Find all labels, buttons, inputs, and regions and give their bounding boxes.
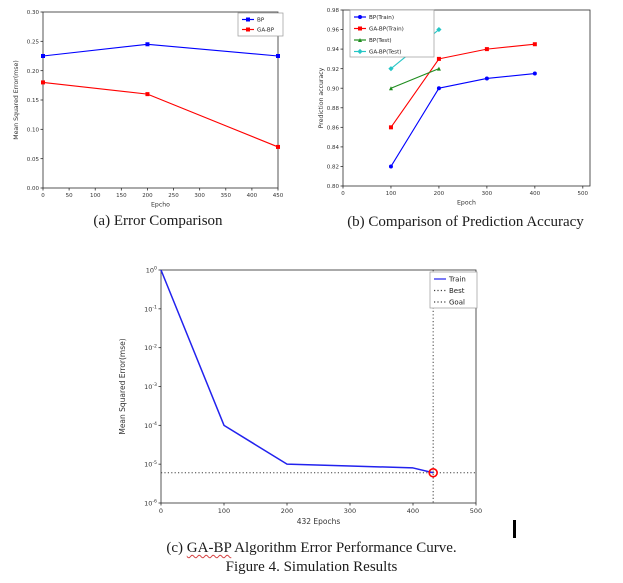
legend-label: Goal [449,298,465,307]
y-axis-label: Mean Squared Error(mse) [13,60,20,140]
data-point-marker [246,28,250,32]
error-comparison-chart[interactable] [8,0,308,212]
y-tick-label: 0.96 [326,27,339,34]
x-tick-label: 250 [168,193,179,199]
data-point-marker [485,47,489,51]
x-tick-label: 350 [220,193,232,199]
y-axis-label: Prediction accuracy [318,67,325,129]
data-point-marker [246,18,250,22]
x-axis-label: 432 Epochs [296,517,341,526]
x-tick-label: 100 [89,193,101,199]
x-tick-label: 300 [194,193,205,199]
y-tick-label: 0.84 [326,144,339,151]
y-tick-label: 0.90 [326,86,339,93]
text-cursor [513,520,516,538]
caption-a[interactable]: (a) Error Comparison [93,213,223,229]
figure-caption[interactable]: Figure 4. Simulation Results [225,559,398,575]
data-point-marker [358,27,362,31]
caption-b[interactable]: (b) Comparison of Prediction Accuracy [347,214,584,230]
y-tick-label: $10^{-4}$ [144,421,157,430]
data-point-marker [389,125,393,129]
x-axis-label: Epcho [151,201,170,209]
x-tick-label: 300 [343,507,357,515]
x-tick-label: 150 [116,193,127,199]
data-point-marker [485,76,489,80]
x-tick-label: 100 [217,507,231,515]
legend-label: GA-BP(Train) [369,26,404,33]
data-point-marker [145,42,149,46]
x-tick-label: 500 [577,191,589,197]
y-tick-label: 0.82 [326,164,339,171]
legend-label: BP(Test) [369,38,392,45]
y-tick-label: 0.30 [26,10,39,17]
legend-label: GA-BP [257,27,275,34]
data-point-marker [437,57,441,61]
x-tick-label: 500 [469,507,483,515]
x-tick-label: 0 [41,193,45,199]
y-tick-label: $10^{-2}$ [144,344,157,353]
caption-c-prefix: (c) [166,540,187,556]
prediction-accuracy-chart[interactable] [315,0,620,212]
y-tick-label: $10^{-3}$ [144,382,157,391]
x-tick-label: 400 [529,191,541,197]
caption-c-rest: Algorithm Error Performance Curve. [231,540,457,556]
y-tick-label: 0.98 [326,8,339,15]
legend-label: BP [257,17,265,24]
y-tick-label: 0.88 [326,105,339,112]
legend-label: GA-BP(Test) [369,49,402,56]
data-point-marker [533,42,537,46]
y-tick-label: 0.10 [26,127,39,134]
legend-label: BP(Train) [369,15,394,22]
legend-label: Train [449,275,466,284]
data-point-marker [358,15,362,19]
x-tick-label: 50 [65,193,73,199]
y-tick-label: 0.94 [326,47,339,54]
y-tick-label: 0.00 [26,186,39,193]
y-tick-label: 0.92 [326,66,339,73]
data-point-marker [41,54,45,58]
x-tick-label: 200 [142,193,153,199]
y-tick-label: $10^{-1}$ [144,305,157,314]
y-axis-label: Mean Squared Error(mse) [118,338,127,435]
legend-label: Best [449,287,465,296]
y-tick-label: $10^{-6}$ [144,499,157,508]
y-tick-label: 0.25 [26,39,39,46]
x-tick-label: 450 [272,193,284,199]
x-tick-label: 300 [481,191,493,197]
x-tick-label: 200 [280,507,294,515]
data-point-marker [41,80,45,84]
data-point-marker [276,145,280,149]
x-tick-label: 400 [246,193,258,199]
y-tick-label: 0.20 [26,68,39,75]
caption-c[interactable] [0,540,623,557]
y-tick-label: $10^0$ [145,266,157,275]
x-tick-label: 400 [406,507,420,515]
data-point-marker [276,54,280,58]
misspelled-word: GA-BP [186,540,232,556]
error-performance-chart[interactable] [100,255,530,535]
data-point-marker [145,92,149,96]
x-tick-label: 200 [433,191,445,197]
data-point-marker [533,72,537,76]
x-tick-label: 100 [385,191,397,197]
y-tick-label: 0.05 [26,156,39,163]
y-tick-label: 0.86 [326,125,339,132]
y-tick-label: 0.15 [26,98,39,105]
x-axis-label: Epoch [457,199,476,207]
y-tick-label: 0.80 [326,184,339,191]
data-point-marker [389,164,393,168]
data-point-marker [437,86,441,90]
y-tick-label: $10^{-5}$ [144,460,157,469]
x-tick-label: 0 [158,507,164,515]
x-tick-label: 0 [341,191,345,197]
